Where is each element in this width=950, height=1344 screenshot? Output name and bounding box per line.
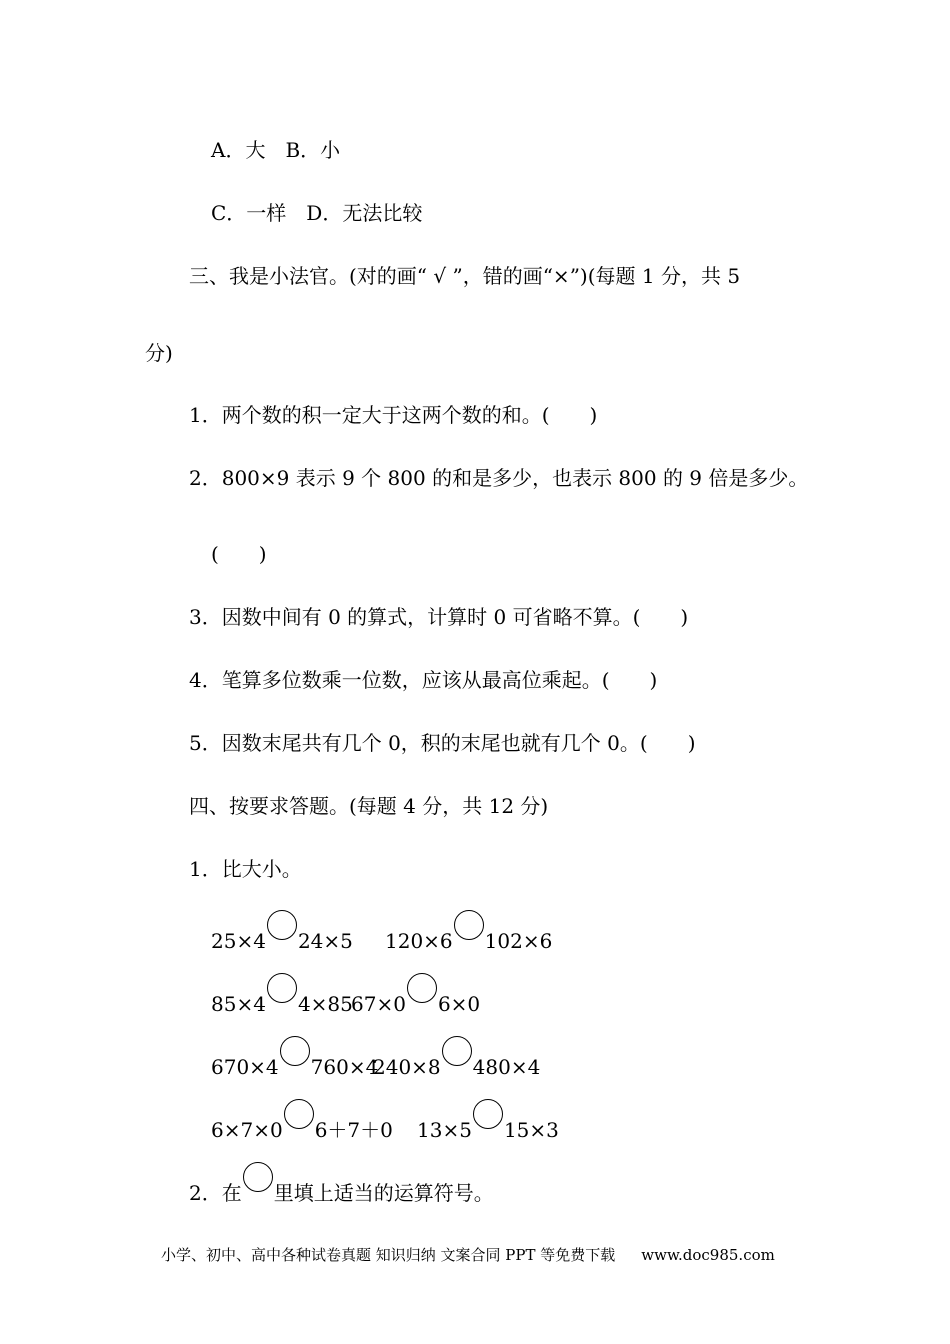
answer-circle[interactable]: [473, 1099, 503, 1129]
compare-right: 760×4: [310, 1055, 379, 1079]
judge-item-5: 5．因数末尾共有几个 0，积的末尾也就有几个 0。( ): [189, 731, 696, 755]
answer-circle[interactable]: [407, 973, 437, 1003]
compare-left: 6×7×0: [211, 1118, 283, 1142]
compare-right: 6＋7＋0: [314, 1118, 393, 1142]
compare-left: 670×4: [211, 1055, 279, 1079]
judge-item-1: 1．两个数的积一定大于这两个数的和。( ): [189, 403, 598, 427]
sub2-prefix: 2．在: [189, 1181, 242, 1205]
compare-right: 24×5: [297, 929, 353, 953]
compare-left: 240×8: [373, 1055, 441, 1079]
option-line-ab: A．大 B．小: [211, 138, 341, 162]
compare-left: 13×5: [417, 1118, 472, 1142]
judge-item-2-bracket: ( ): [211, 542, 267, 566]
page-footer: [161, 1244, 775, 1265]
footer-text: 小学、初中、高中各种试卷真题 知识归纳 文案合同 PPT 等免费下载: [161, 1246, 616, 1264]
compare-right: 6×0: [437, 992, 481, 1016]
answer-circle[interactable]: [454, 910, 484, 940]
compare-row: [211, 1046, 378, 1081]
judge-item-3: 3．因数中间有 0 的算式，计算时 0 可省略不算。( ): [189, 605, 689, 629]
compare-row: [351, 983, 480, 1018]
answer-circle[interactable]: [280, 1036, 310, 1066]
sub2-suffix: 里填上适当的运算符号。: [273, 1181, 494, 1205]
compare-right: 4×85: [297, 992, 353, 1016]
compare-left: 120×6: [385, 929, 453, 953]
footer-url[interactable]: www.doc985.com: [641, 1246, 775, 1264]
section4-sub1: 1．比大小。: [189, 857, 302, 881]
compare-right: 102×6: [484, 929, 553, 953]
answer-circle[interactable]: [267, 910, 297, 940]
circle-icon: [243, 1162, 273, 1192]
judge-item-4: 4．笔算多位数乘一位数，应该从最高位乘起。( ): [189, 668, 658, 692]
compare-right: 480×4: [472, 1055, 541, 1079]
compare-row: [211, 983, 353, 1018]
compare-row: [385, 920, 552, 955]
compare-row: [211, 920, 353, 955]
compare-left: 67×0: [351, 992, 406, 1016]
compare-left: 85×4: [211, 992, 266, 1016]
section4-sub2: [189, 1172, 494, 1207]
option-line-cd: C．一样 D．无法比较: [211, 201, 423, 225]
answer-circle[interactable]: [442, 1036, 472, 1066]
section3-title: 三、我是小法官。(对的画“ √ ”，错的画“×”)(每题 1 分，共 5: [189, 264, 741, 288]
answer-circle[interactable]: [267, 973, 297, 1003]
section3-title-cont: 分): [145, 341, 173, 365]
judge-item-2: 2．800×9 表示 9 个 800 的和是多少，也表示 800 的 9 倍是多少。: [189, 466, 809, 490]
compare-row: [211, 1109, 393, 1144]
compare-row: [417, 1109, 559, 1144]
compare-row: [373, 1046, 540, 1081]
compare-left: 25×4: [211, 929, 266, 953]
compare-right: 15×3: [503, 1118, 559, 1142]
section4-title: 四、按要求答题。(每题 4 分，共 12 分): [189, 794, 549, 818]
answer-circle[interactable]: [284, 1099, 314, 1129]
